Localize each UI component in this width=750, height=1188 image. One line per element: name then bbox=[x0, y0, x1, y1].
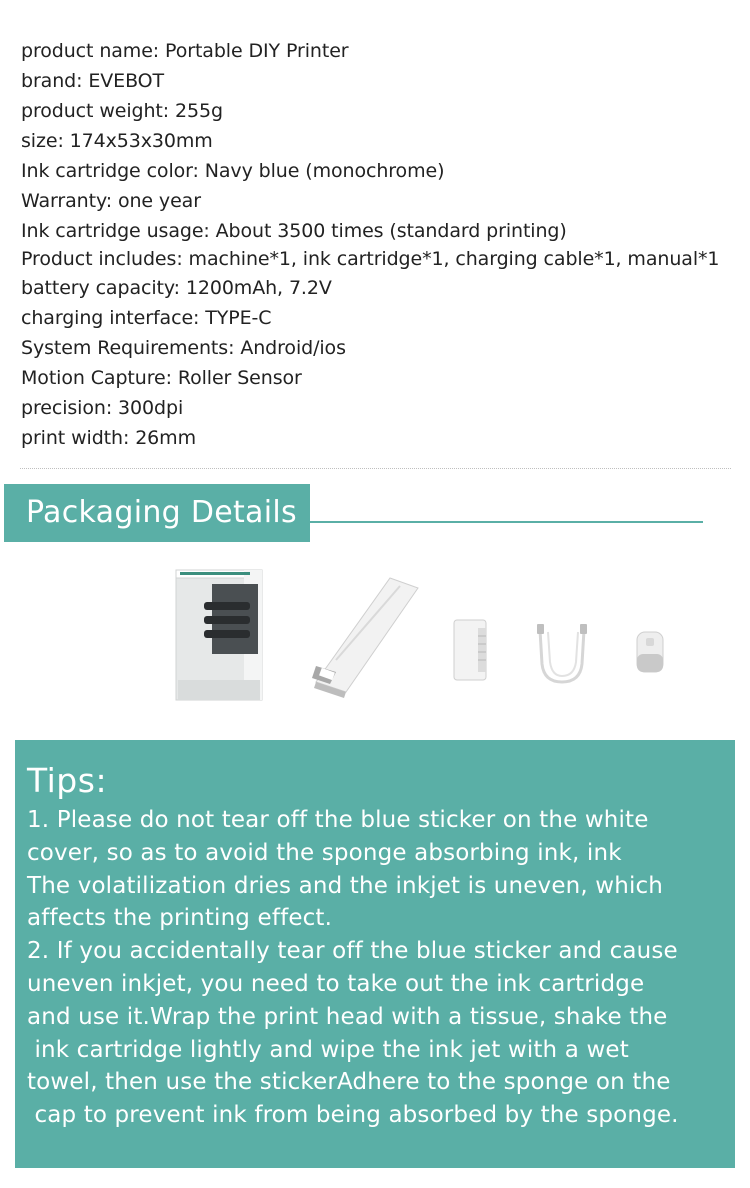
tips-panel bbox=[15, 740, 735, 1168]
tips-line: 1. Please do not tear off the blue sticker on the white bbox=[27, 807, 649, 833]
tips-line: and use it.Wrap the print head with a tissue, shake the bbox=[27, 1003, 668, 1030]
spec-charging: charging interface: TYPE-C bbox=[21, 307, 272, 329]
spec-motion: Motion Capture: Roller Sensor bbox=[21, 367, 302, 389]
ink-cartridge-icon bbox=[452, 618, 490, 684]
tips-title: Tips: bbox=[27, 761, 108, 800]
cap-icon bbox=[634, 630, 666, 674]
divider bbox=[20, 468, 731, 469]
spec-product-name: product name: Portable DIY Printer bbox=[21, 40, 349, 62]
spec-precision: precision: 300dpi bbox=[21, 397, 184, 419]
tips-line: cap to prevent ink from being absorbed by the sponge. bbox=[27, 1102, 679, 1129]
spec-system: System Requirements: Android/ios bbox=[21, 337, 346, 359]
tips-line: affects the printing effect. bbox=[27, 905, 333, 932]
tips-line: towel, then use the stickerAdhere to the sponge on the bbox=[27, 1069, 671, 1096]
printer-icon bbox=[308, 574, 423, 699]
tips-line: uneven inkjet, you need to take out the ink cartridge bbox=[27, 970, 645, 997]
packaging-items bbox=[160, 560, 680, 710]
box-icon bbox=[174, 568, 264, 703]
spec-ink-usage: Ink cartridge usage: About 3500 times (standard printing) bbox=[21, 220, 567, 242]
tips-line: ink cartridge lightly and wipe the ink jet with a wet bbox=[27, 1036, 629, 1063]
spec-size: size: 174x53x30mm bbox=[21, 130, 213, 152]
spec-brand: brand: EVEBOT bbox=[21, 70, 165, 92]
packaging-title: Packaging Details bbox=[4, 484, 310, 542]
tips-line: The volatilization dries and the inkjet is uneven, which bbox=[27, 872, 664, 899]
spec-weight: product weight: 255g bbox=[21, 100, 223, 122]
packaging-title-rule bbox=[310, 521, 703, 523]
spec-warranty: Warranty: one year bbox=[21, 190, 201, 212]
spec-list bbox=[21, 36, 746, 453]
tips-line: cover, so as to avoid the sponge absorbing ink, ink bbox=[27, 839, 622, 866]
spec-print-width: print width: 26mm bbox=[21, 427, 196, 449]
tips-line: 2. If you accidentally tear off the blue sticker and cause bbox=[27, 938, 678, 965]
spec-battery: battery capacity: 1200mAh, 7.2V bbox=[21, 277, 332, 299]
spec-ink-color: Ink cartridge color: Navy blue (monochrome) bbox=[21, 160, 445, 182]
charging-cable-icon bbox=[534, 624, 590, 686]
spec-includes: Product includes: machine*1, ink cartridge*1, charging cable*1, manual*1 bbox=[21, 248, 720, 270]
